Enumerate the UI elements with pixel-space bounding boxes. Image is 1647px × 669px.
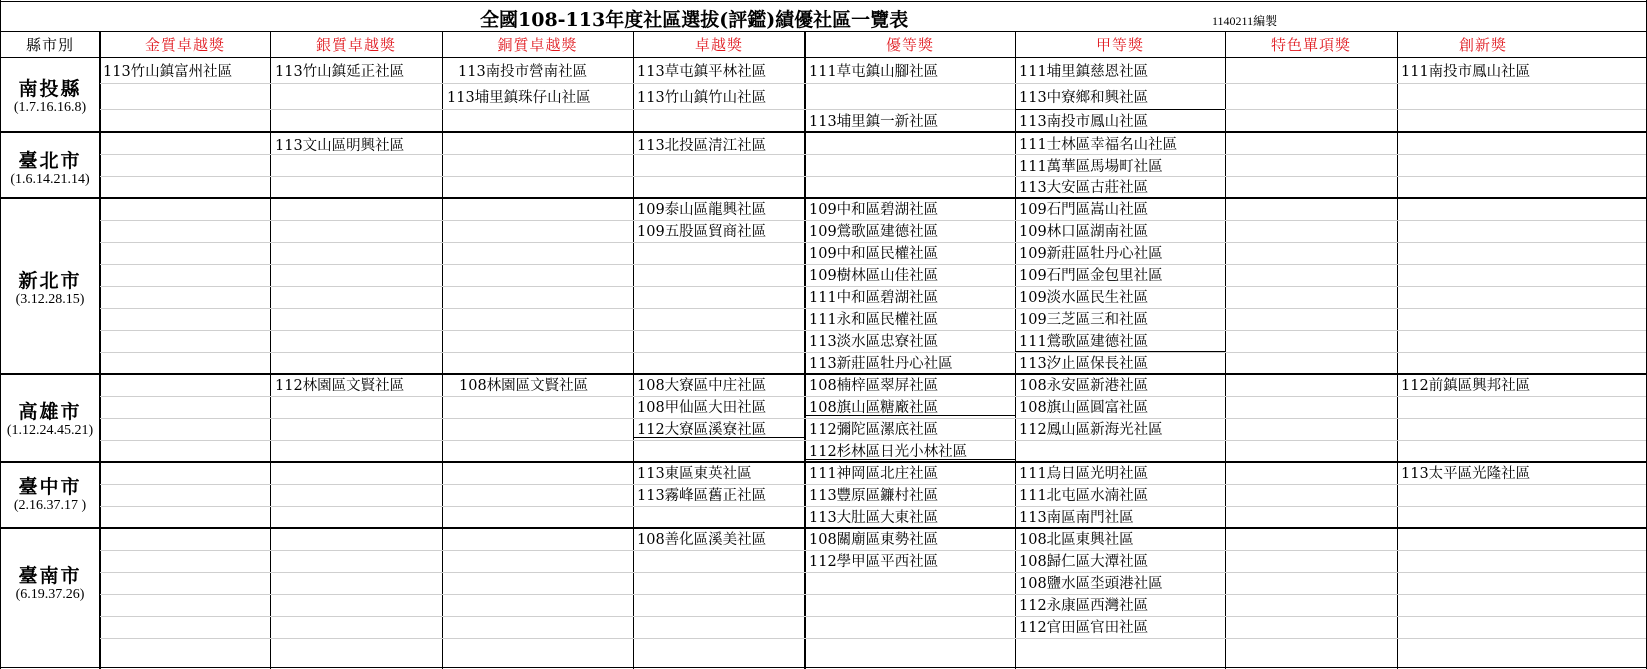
community-entry: 109五股區貿商社區: [637, 224, 767, 240]
grid-line: [100, 308, 1646, 309]
page-title: 全國108-113年度社區選拔(評鑑)績優社區一覽表: [480, 9, 909, 31]
grid-line: [100, 616, 1646, 617]
grid-line: [633, 437, 805, 438]
grid-line: [1225, 32, 1226, 669]
community-entry: 113大肚區大東社區: [809, 510, 939, 526]
community-entry: 108關廟區東勢社區: [809, 532, 939, 548]
grid-line: [100, 396, 1646, 397]
community-entry: 113草屯鎮平林社區: [637, 64, 767, 80]
community-entry: 113埔里鎮一新社區: [809, 114, 939, 130]
community-entry: 112永康區西灣社區: [1019, 598, 1149, 614]
community-entry: 113南投市營南社區: [458, 64, 588, 80]
header-first-class: 甲等獎: [1095, 36, 1144, 54]
header-silver: 銀質卓越獎: [315, 36, 396, 54]
community-entry: 109林口區湖南社區: [1019, 224, 1149, 240]
city-counts: (1.7.16.16.8): [13, 100, 87, 115]
community-entry: 111烏日區光明社區: [1019, 466, 1149, 482]
community-entry: 108大寮區中庄社區: [637, 378, 767, 394]
community-entry: 109中和區民權社區: [809, 246, 939, 262]
grid-line: [100, 220, 1646, 221]
community-entry: 108歸仁區大潭社區: [1019, 554, 1149, 570]
community-entry: 111草屯鎮山腳社區: [809, 64, 939, 80]
community-entry: 113豐原區鐮村社區: [809, 488, 939, 504]
community-entry: 109石門區嵩山社區: [1019, 202, 1149, 218]
community-entry: 109新莊區牡丹心社區: [1019, 246, 1163, 262]
city-counts: (6.19.37.26): [15, 587, 85, 602]
grid-line: [0, 667, 1647, 668]
community-entry: 111南投市鳳山社區: [1401, 64, 1531, 80]
community-entry: 113霧峰區舊正社區: [637, 488, 767, 504]
grid-line: [100, 330, 1646, 331]
grid-line: [442, 32, 443, 669]
community-entry: 113竹山鎮富州社區: [103, 64, 233, 80]
community-entry: 113南投市鳳山社區: [1019, 114, 1149, 130]
city-name: 臺南市: [18, 565, 82, 587]
grid-line: [0, 197, 1647, 199]
community-entry: 112官田區官田社區: [1019, 620, 1149, 636]
community-entry: 112杉林區日光小林社區: [809, 444, 968, 460]
grid-line: [100, 572, 1646, 573]
community-entry: 113汐止區保長社區: [1019, 356, 1149, 372]
community-entry: 113埔里鎮珠仔山社區: [447, 90, 591, 106]
grid-line: [100, 418, 1646, 419]
city-name: 高雄市: [18, 401, 82, 423]
community-entry: 111永和區民權社區: [809, 312, 939, 328]
grid-line: [805, 415, 1015, 416]
header-innovation: 創新獎: [1458, 36, 1507, 54]
community-entry: 113太平區光隆社區: [1401, 466, 1531, 482]
grid-line: [100, 286, 1646, 287]
grid-line: [0, 0, 1, 669]
grid-line: [0, 57, 1647, 58]
grid-line: [100, 638, 1646, 639]
grid-line: [100, 352, 1646, 353]
community-entry: 112鳳山區新海光社區: [1019, 422, 1163, 438]
city-counts: (1.12.24.45.21): [6, 423, 94, 438]
community-entry: 109三芝區三和社區: [1019, 312, 1149, 328]
community-entry: 112前鎮區興邦社區: [1401, 378, 1531, 394]
grid-line: [804, 32, 806, 669]
community-entry: 108林園區文賢社區: [459, 378, 589, 394]
community-entry: 111神岡區北庄社區: [809, 466, 939, 482]
grid-line: [1015, 351, 1225, 352]
community-entry: 112學甲區平西社區: [809, 554, 939, 570]
community-entry: 113竹山鎮延正社區: [275, 64, 405, 80]
header-superior: 優等獎: [885, 36, 934, 54]
community-entry: 108甲仙區大田社區: [637, 400, 767, 416]
community-entry: 113竹山鎮竹山社區: [637, 90, 767, 106]
community-entry: 109中和區碧湖社區: [809, 202, 939, 218]
community-entry: 108永安區新港社區: [1019, 378, 1149, 394]
grid-line: [805, 459, 1015, 460]
grid-line: [100, 594, 1646, 595]
grid-line: [100, 484, 1646, 485]
community-entry: 108善化區溪美社區: [637, 532, 767, 548]
grid-line: [1015, 109, 1225, 110]
header-special: 特色單項獎: [1270, 36, 1351, 54]
community-entry: 109石門區金包里社區: [1019, 268, 1163, 284]
community-entry: 113南區南門社區: [1019, 510, 1134, 526]
community-entry: 111萬華區馬場町社區: [1019, 159, 1163, 175]
community-entry: 113新莊區牡丹心社區: [809, 356, 953, 372]
community-entry: 113東區東英社區: [637, 466, 752, 482]
grid-line: [0, 1, 1647, 2]
city-counts: (1.6.14.21.14): [10, 172, 90, 187]
community-entry: 113淡水區忠寮社區: [809, 334, 939, 350]
grid-line: [99, 32, 101, 669]
city-name: 臺中市: [18, 476, 82, 498]
header-excellence: 卓越獎: [694, 36, 743, 54]
community-entry: 112林園區文賢社區: [275, 378, 405, 394]
grid-line: [0, 527, 1647, 529]
grid-line: [805, 131, 1015, 132]
community-entry: 109泰山區龍興社區: [637, 202, 767, 218]
grid-line: [100, 176, 1646, 177]
community-entry: 113北投區清江社區: [637, 138, 767, 154]
community-entry: 109鶯歌區建德社區: [809, 224, 939, 240]
community-entry: 108鹽水區坔頭港社區: [1019, 576, 1163, 592]
community-entry: 112彌陀區漯底社區: [809, 422, 939, 438]
grid-line: [633, 32, 634, 669]
community-entry: 111士林區幸福名山社區: [1019, 137, 1178, 153]
grid-line: [0, 31, 1647, 32]
community-entry: 108旗山區糖廠社區: [809, 400, 939, 416]
grid-line: [1397, 32, 1398, 669]
city-name: 新北市: [18, 270, 82, 292]
community-entry: 111中和區碧湖社區: [809, 290, 939, 306]
grid-line: [100, 440, 1646, 441]
community-entry: 113大安區古莊社區: [1019, 180, 1149, 196]
community-entry: 111鶯歌區建德社區: [1019, 334, 1149, 350]
city-name: 南投縣: [18, 78, 82, 100]
community-entry: 108北區東興社區: [1019, 532, 1134, 548]
header-bronze: 銅質卓越獎: [497, 36, 578, 54]
city-name: 臺北市: [18, 150, 82, 172]
community-entry: 109淡水區民生社區: [1019, 290, 1149, 306]
grid-line: [100, 154, 1646, 155]
header-gold: 金質卓越獎: [144, 36, 225, 54]
grid-line: [0, 461, 1647, 463]
city-counts: (2.16.37.17 ): [13, 498, 87, 513]
grid-line: [100, 242, 1646, 243]
grid-line: [100, 506, 1646, 507]
community-entry: 108旗山區圓富社區: [1019, 400, 1149, 416]
community-entry: 111北屯區水湳社區: [1019, 488, 1149, 504]
community-entry: 113中寮鄉和興社區: [1019, 90, 1149, 106]
grid-line: [100, 109, 1646, 110]
city-counts: (3.12.28.15): [15, 292, 85, 307]
grid-line: [0, 373, 1647, 375]
header-county: 縣市別: [25, 36, 74, 54]
grid-line: [100, 550, 1646, 551]
grid-line: [100, 83, 1646, 84]
community-entry: 111埔里鎮慈恩社區: [1019, 64, 1149, 80]
grid-line: [100, 264, 1646, 265]
community-entry: 113文山區明興社區: [275, 138, 405, 154]
compile-code: 1140211編製: [1212, 14, 1278, 28]
grid-line: [270, 32, 271, 669]
community-entry: 108楠梓區翠屏社區: [809, 378, 939, 394]
community-entry: 109樹林區山佳社區: [809, 268, 939, 284]
community-entry: 112大寮區溪寮社區: [637, 422, 767, 438]
